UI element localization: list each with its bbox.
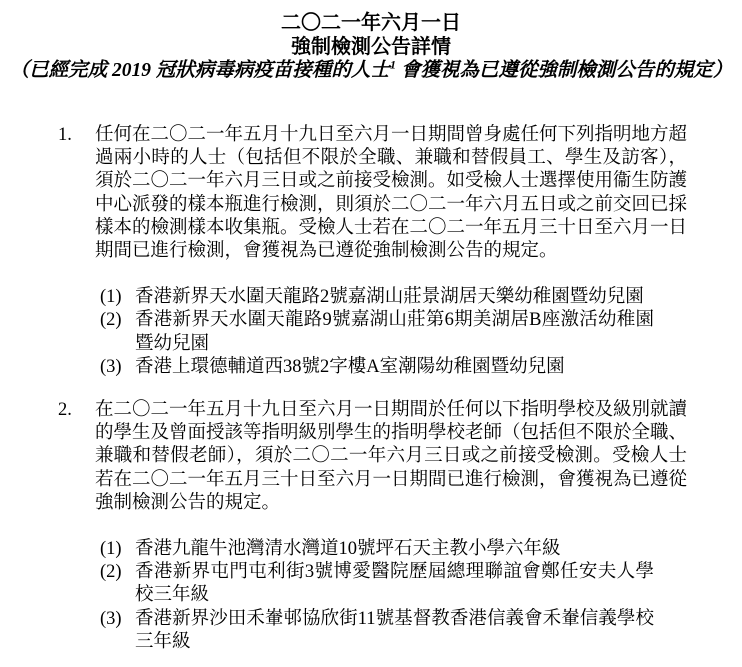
section-2-content — [95, 399, 687, 654]
list-item — [100, 538, 687, 561]
list-item — [100, 309, 687, 355]
list-item-text: 香港上環德輔道西38號2字樓A室潮陽幼稚園暨幼兒園 — [135, 356, 565, 377]
list-item — [100, 561, 687, 607]
section-1-body: 任何在二〇二一年五月十九日至六月一日期間曾身處任何下列指明地方超過兩小時的人士（包括但不限於全職、兼職和替假員工、學生及訪客），須於二〇二一年六月三日或之前接受檢測。如受檢人士選擇使用衞生防護中心派發的樣本瓶進行檢測，則須於二〇二一年六月五日或之前交回已採樣本的檢測樣本收集瓶。受檢人士若在二〇二一年五月三十日至六月一日期間已進行檢測，會獲視為已遵從強制檢測公告的規定。 — [95, 125, 688, 262]
document-subtitle — [0, 59, 742, 83]
section-2-body: 在二〇二一年五月十九日至六月一日期間於任何以下指明學校及級別就讀的學生及曾面授該等指明級別學生的指明學校老師（包括但不限於全職、兼職和替假老師），須於二〇二一年六月三日或之前接受檢測。受檢人士若在二〇二一年五月三十日至六月一日期間已進行檢測，會獲視為已遵從強制檢測公告的規定。 — [95, 400, 688, 513]
list-item-text: 香港新界沙田禾輋邨協欣街11號基督教香港信義會禾輋信義學校三年級 — [135, 608, 654, 652]
list-item-number: (2) — [100, 310, 122, 331]
list-item-number: (1) — [100, 287, 122, 308]
section-2 — [0, 399, 742, 654]
subtitle-prefix: （已經完成 — [9, 60, 113, 81]
list-item — [100, 286, 687, 309]
list-item-text: 香港新界天水圍天龍路2號嘉湖山莊景湖居天樂幼稚園暨幼兒園 — [135, 287, 644, 308]
subtitle-suffix: 會獲視為已遵從強制檢測公告的規定） — [395, 60, 733, 81]
section-1-list — [95, 286, 687, 379]
document-sections — [0, 124, 742, 654]
list-item-number: (2) — [100, 562, 122, 583]
document-date-title: 二〇二一年六月一日 — [281, 12, 461, 34]
list-item-number: (1) — [100, 539, 122, 560]
document-main-title: 強制檢測公告詳情 — [291, 36, 451, 58]
section-2-number: 2. — [58, 400, 72, 421]
section-1-number: 1. — [58, 125, 72, 145]
subtitle-mid: 冠狀病毒病疫苗接種的人士 — [151, 60, 390, 81]
list-item-number: (3) — [100, 356, 122, 377]
list-item-text: 香港新界天水圍天龍路9號嘉湖山莊第6期美湖居B座激活幼稚園暨幼兒園 — [135, 310, 654, 354]
section-1-content — [95, 124, 687, 379]
list-item — [100, 356, 687, 379]
list-item-text: 香港新界屯門屯利街3號博愛醫院歷屆總理聯誼會鄭任安夫人學校三年級 — [135, 562, 654, 606]
section-1 — [0, 124, 742, 379]
section-2-list — [95, 538, 687, 654]
list-item-text: 香港九龍牛池灣清水灣道10號坪石天主教小學六年級 — [135, 539, 561, 560]
subtitle-year: 2019 — [112, 60, 152, 81]
document-header — [0, 11, 742, 83]
list-item-number: (3) — [100, 608, 122, 629]
list-item — [100, 608, 687, 654]
footnote-marker: 1 — [389, 57, 396, 72]
